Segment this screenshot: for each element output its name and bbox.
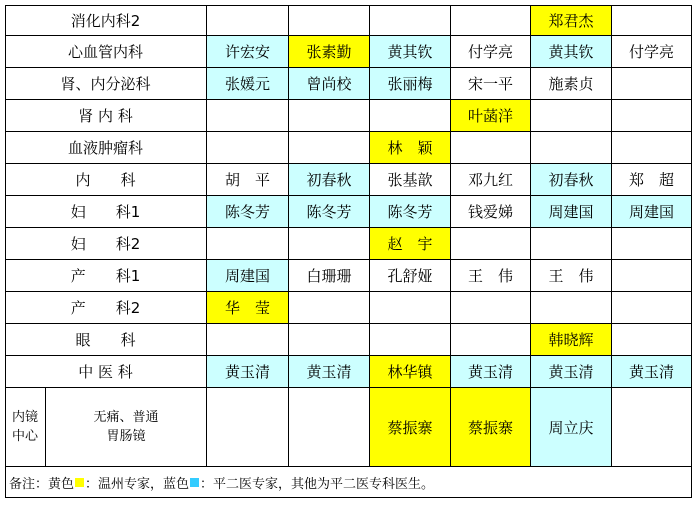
doctor-cell: 陈冬芳 [370, 196, 451, 228]
yellow-swatch [75, 478, 84, 487]
dept-label: 血液肿瘤科 [5, 132, 207, 164]
empty-cell [612, 132, 692, 164]
doctor-cell: 黄玉清 [451, 356, 531, 388]
doctor-cell: 初春秋 [289, 164, 370, 196]
empty-cell [451, 132, 531, 164]
doctor-cell: 赵 宇 [370, 228, 451, 260]
doctor-cell: 华 莹 [207, 292, 289, 324]
note-suffix: ：平二医专家，其他为平二医专科医生。 [200, 476, 435, 492]
empty-cell [289, 100, 370, 132]
doctor-cell: 郑 超 [612, 164, 692, 196]
dept-label: 眼 科 [5, 324, 207, 356]
empty-cell [289, 228, 370, 260]
doctor-cell: 许宏安 [207, 36, 289, 68]
empty-cell [207, 228, 289, 260]
doctor-cell: 韩晓辉 [531, 324, 612, 356]
dept-sublabel-gastroscopy: 无痛、普通 胃肠镜 [46, 388, 207, 467]
dept-label: 心血管内科 [5, 36, 207, 68]
empty-cell [207, 324, 289, 356]
doctor-cell: 付学亮 [612, 36, 692, 68]
doctor-cell: 周立庆 [531, 388, 612, 467]
doctor-cell: 张丽梅 [370, 68, 451, 100]
doctor-cell: 黄其钦 [531, 36, 612, 68]
empty-cell [289, 5, 370, 36]
doctor-cell: 宋一平 [451, 68, 531, 100]
note-mid: ：温州专家，蓝色 [85, 476, 190, 492]
doctor-cell: 钱爱娣 [451, 196, 531, 228]
empty-cell [289, 132, 370, 164]
doctor-cell: 胡 平 [207, 164, 289, 196]
doctor-cell: 叶菡洋 [451, 100, 531, 132]
doctor-cell: 邓九红 [451, 164, 531, 196]
empty-cell [370, 292, 451, 324]
doctor-cell: 张基歆 [370, 164, 451, 196]
doctor-cell: 王 伟 [531, 260, 612, 292]
doctor-cell: 黄玉清 [531, 356, 612, 388]
dept-label: 内 科 [5, 164, 207, 196]
empty-cell [370, 324, 451, 356]
empty-cell [612, 292, 692, 324]
doctor-cell: 张媛元 [207, 68, 289, 100]
note-prefix: 备注：黄色 [9, 476, 75, 492]
doctor-cell: 林 颖 [370, 132, 451, 164]
dept-label: 肾、内分泌科 [5, 68, 207, 100]
legend-note [5, 467, 692, 498]
blue-swatch [190, 478, 199, 487]
doctor-cell: 周建国 [531, 196, 612, 228]
doctor-cell: 陈冬芳 [289, 196, 370, 228]
empty-cell [207, 388, 289, 467]
empty-cell [451, 5, 531, 36]
empty-cell [289, 388, 370, 467]
empty-cell [370, 5, 451, 36]
doctor-cell: 黄玉清 [289, 356, 370, 388]
empty-cell [370, 100, 451, 132]
dept-label: 产 科1 [5, 260, 207, 292]
doctor-cell: 王 伟 [451, 260, 531, 292]
empty-cell [451, 324, 531, 356]
doctor-cell: 林华镇 [370, 356, 451, 388]
doctor-cell: 施素贞 [531, 68, 612, 100]
doctor-cell: 张素勤 [289, 36, 370, 68]
empty-cell [612, 388, 692, 467]
empty-cell [207, 132, 289, 164]
dept-label: 产 科2 [5, 292, 207, 324]
doctor-cell: 初春秋 [531, 164, 612, 196]
empty-cell [531, 228, 612, 260]
doctor-cell: 郑君杰 [531, 5, 612, 36]
schedule-table [5, 5, 692, 498]
dept-label: 中 医 科 [5, 356, 207, 388]
doctor-cell: 陈冬芳 [207, 196, 289, 228]
dept-label-endoscopy: 内镜 中心 [5, 388, 46, 467]
doctor-cell: 孔舒娅 [370, 260, 451, 292]
empty-cell [451, 292, 531, 324]
doctor-cell: 黄玉清 [612, 356, 692, 388]
empty-cell [289, 292, 370, 324]
empty-cell [612, 5, 692, 36]
doctor-cell: 周建国 [207, 260, 289, 292]
empty-cell [207, 100, 289, 132]
empty-cell [612, 260, 692, 292]
empty-cell [451, 228, 531, 260]
empty-cell [207, 5, 289, 36]
dept-label: 肾 内 科 [5, 100, 207, 132]
doctor-cell: 蔡振寨 [451, 388, 531, 467]
empty-cell [612, 228, 692, 260]
empty-cell [289, 324, 370, 356]
empty-cell [531, 100, 612, 132]
doctor-cell: 黄其钦 [370, 36, 451, 68]
doctor-cell: 蔡振寨 [370, 388, 451, 467]
empty-cell [612, 100, 692, 132]
dept-label: 妇 科2 [5, 228, 207, 260]
dept-label: 妇 科1 [5, 196, 207, 228]
empty-cell [612, 68, 692, 100]
doctor-cell: 周建国 [612, 196, 692, 228]
doctor-cell: 白珊珊 [289, 260, 370, 292]
doctor-cell: 曾尚校 [289, 68, 370, 100]
empty-cell [612, 324, 692, 356]
empty-cell [531, 132, 612, 164]
empty-cell [531, 292, 612, 324]
doctor-cell: 付学亮 [451, 36, 531, 68]
doctor-cell: 黄玉清 [207, 356, 289, 388]
dept-label: 消化内科2 [5, 5, 207, 36]
